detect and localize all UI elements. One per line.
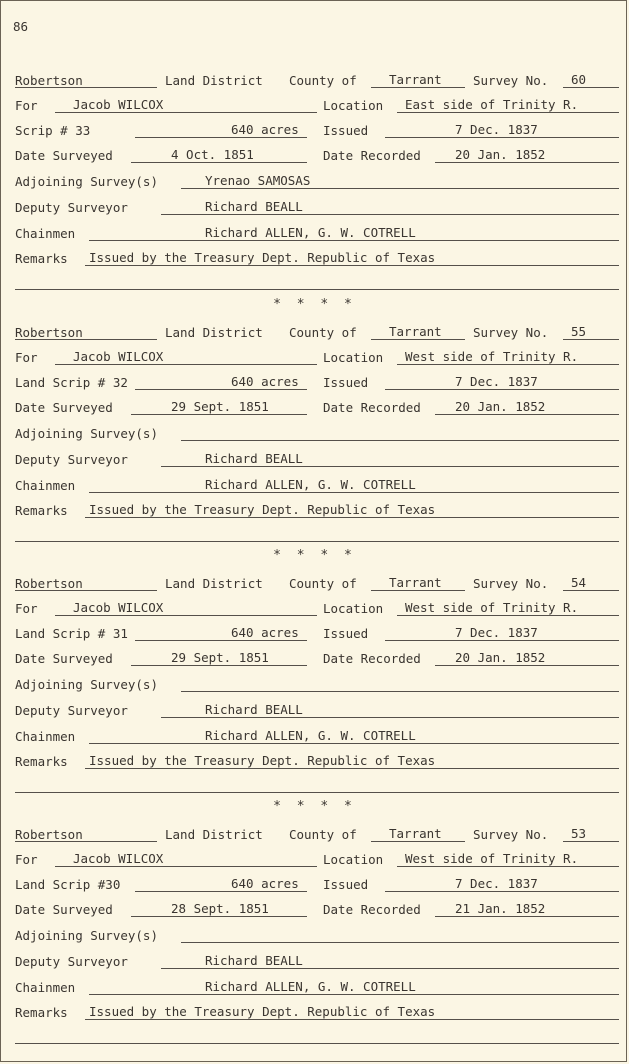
fill-line bbox=[55, 364, 317, 365]
fill-line bbox=[161, 968, 619, 969]
remarks-value: Issued by the Treasury Dept. Republic of Texas bbox=[89, 1004, 436, 1019]
date-recorded-label: Date Recorded bbox=[323, 902, 421, 917]
location-label: Location bbox=[323, 98, 384, 113]
fill-line bbox=[15, 339, 157, 340]
fill-line bbox=[161, 717, 619, 718]
record-row bbox=[15, 1003, 619, 1025]
fill-line bbox=[397, 615, 619, 616]
fill-line bbox=[181, 440, 619, 441]
scrip-label: Scrip # 33 bbox=[15, 123, 91, 138]
fill-line bbox=[181, 188, 619, 189]
fill-line bbox=[55, 112, 317, 113]
fill-line bbox=[89, 240, 619, 241]
remarks-label: Remarks bbox=[15, 503, 68, 518]
issued-label: Issued bbox=[323, 123, 369, 138]
chainmen-label: Chainmen bbox=[15, 478, 76, 493]
page-number: 86 bbox=[13, 19, 29, 34]
issued-label: Issued bbox=[323, 375, 369, 390]
fill-line bbox=[397, 866, 619, 867]
record-row bbox=[15, 398, 619, 420]
deputy-label: Deputy Surveyor bbox=[15, 452, 128, 467]
scrip-label: Land Scrip # 31 bbox=[15, 626, 128, 641]
district-name: Robertson bbox=[15, 73, 83, 88]
record-row bbox=[15, 373, 619, 395]
deputy-value: Richard BEALL bbox=[205, 199, 303, 214]
record-row bbox=[15, 952, 619, 974]
for-label: For bbox=[15, 98, 38, 113]
date-surveyed-label: Date Surveyed bbox=[15, 400, 113, 415]
issued-date: 7 Dec. 1837 bbox=[455, 374, 538, 389]
blank-line bbox=[15, 289, 619, 290]
fill-line bbox=[435, 665, 619, 666]
adjoining-label: Adjoining Survey(s) bbox=[15, 426, 158, 441]
survey-number: 60 bbox=[571, 72, 587, 87]
record-row bbox=[15, 752, 619, 774]
record-row bbox=[15, 198, 619, 220]
fill-line bbox=[131, 162, 307, 163]
date-recorded-value: 21 Jan. 1852 bbox=[455, 901, 546, 916]
issued-label: Issued bbox=[323, 626, 369, 641]
acres-value: 640 acres bbox=[231, 374, 299, 389]
date-surveyed-label: Date Surveyed bbox=[15, 148, 113, 163]
record-row bbox=[15, 649, 619, 671]
date-recorded-value: 20 Jan. 1852 bbox=[455, 650, 546, 665]
record-row bbox=[15, 701, 619, 723]
fill-line bbox=[563, 339, 619, 340]
acres-value: 640 acres bbox=[231, 122, 299, 137]
fill-line bbox=[385, 137, 619, 138]
record-row bbox=[15, 476, 619, 498]
survey-number: 55 bbox=[571, 324, 587, 339]
fill-line bbox=[161, 214, 619, 215]
fill-line bbox=[135, 640, 307, 641]
fill-line bbox=[131, 665, 307, 666]
blank-line bbox=[15, 541, 619, 542]
acres-value: 640 acres bbox=[231, 625, 299, 640]
adjoining-label: Adjoining Survey(s) bbox=[15, 928, 158, 943]
record-row bbox=[15, 348, 619, 370]
record-row bbox=[15, 875, 619, 897]
date-recorded-value: 20 Jan. 1852 bbox=[455, 147, 546, 162]
date-surveyed-label: Date Surveyed bbox=[15, 902, 113, 917]
fill-line bbox=[89, 994, 619, 995]
record-row bbox=[15, 71, 619, 93]
fill-line bbox=[161, 466, 619, 467]
remarks-value: Issued by the Treasury Dept. Republic of Texas bbox=[89, 502, 436, 517]
date-recorded-value: 20 Jan. 1852 bbox=[455, 399, 546, 414]
county-label: County of bbox=[289, 827, 357, 842]
blank-line bbox=[15, 792, 619, 793]
fill-line bbox=[15, 87, 157, 88]
fill-line bbox=[435, 414, 619, 415]
date-recorded-label: Date Recorded bbox=[323, 148, 421, 163]
chainmen-value: Richard ALLEN, G. W. COTRELL bbox=[205, 477, 416, 492]
fill-line bbox=[181, 942, 619, 943]
record-row bbox=[15, 926, 619, 948]
chainmen-value: Richard ALLEN, G. W. COTRELL bbox=[205, 225, 416, 240]
record-row bbox=[15, 900, 619, 922]
location-label: Location bbox=[323, 350, 384, 365]
record-row bbox=[15, 599, 619, 621]
fill-line bbox=[371, 841, 465, 842]
for-label: For bbox=[15, 852, 38, 867]
date-surveyed-value: 28 Sept. 1851 bbox=[171, 901, 269, 916]
record-row bbox=[15, 121, 619, 143]
fill-line bbox=[385, 389, 619, 390]
fill-line bbox=[435, 916, 619, 917]
scrip-label: Land Scrip #30 bbox=[15, 877, 121, 892]
deputy-label: Deputy Surveyor bbox=[15, 703, 128, 718]
survey-no-label: Survey No. bbox=[473, 827, 549, 842]
land-district-label: Land District bbox=[165, 325, 263, 340]
remarks-value: Issued by the Treasury Dept. Republic of Texas bbox=[89, 250, 436, 265]
fill-line bbox=[371, 339, 465, 340]
record-row bbox=[15, 825, 619, 847]
county-label: County of bbox=[289, 576, 357, 591]
remarks-label: Remarks bbox=[15, 1005, 68, 1020]
grantee-name: Jacob WILCOX bbox=[73, 97, 164, 112]
fill-line bbox=[371, 87, 465, 88]
survey-number: 54 bbox=[571, 575, 587, 590]
county-name: Tarrant bbox=[389, 575, 442, 590]
record-separator: * * * * bbox=[273, 297, 356, 312]
county-label: County of bbox=[289, 325, 357, 340]
deputy-label: Deputy Surveyor bbox=[15, 200, 128, 215]
record-row bbox=[15, 450, 619, 472]
survey-no-label: Survey No. bbox=[473, 325, 549, 340]
fill-line bbox=[397, 112, 619, 113]
district-name: Robertson bbox=[15, 827, 83, 842]
scrip-label: Land Scrip # 32 bbox=[15, 375, 128, 390]
deputy-label: Deputy Surveyor bbox=[15, 954, 128, 969]
fill-line bbox=[131, 916, 307, 917]
fill-line bbox=[135, 137, 307, 138]
chainmen-label: Chainmen bbox=[15, 226, 76, 241]
location-value: West side of Trinity R. bbox=[405, 349, 579, 364]
record-separator: * * * * bbox=[273, 548, 356, 563]
remarks-label: Remarks bbox=[15, 251, 68, 266]
record-row bbox=[15, 675, 619, 697]
land-district-label: Land District bbox=[165, 576, 263, 591]
location-value: East side of Trinity R. bbox=[405, 97, 579, 112]
fill-line bbox=[85, 517, 619, 518]
grantee-name: Jacob WILCOX bbox=[73, 851, 164, 866]
grantee-name: Jacob WILCOX bbox=[73, 600, 164, 615]
adjoining-value: Yrenao SAMOSAS bbox=[205, 173, 311, 188]
issued-date: 7 Dec. 1837 bbox=[455, 625, 538, 640]
fill-line bbox=[397, 364, 619, 365]
date-surveyed-label: Date Surveyed bbox=[15, 651, 113, 666]
county-name: Tarrant bbox=[389, 324, 442, 339]
fill-line bbox=[385, 891, 619, 892]
county-label: County of bbox=[289, 73, 357, 88]
record-row bbox=[15, 249, 619, 271]
remarks-label: Remarks bbox=[15, 754, 68, 769]
fill-line bbox=[563, 841, 619, 842]
grantee-name: Jacob WILCOX bbox=[73, 349, 164, 364]
deputy-value: Richard BEALL bbox=[205, 953, 303, 968]
record-row bbox=[15, 172, 619, 194]
record-row bbox=[15, 727, 619, 749]
deputy-value: Richard BEALL bbox=[205, 451, 303, 466]
date-surveyed-value: 29 Sept. 1851 bbox=[171, 399, 269, 414]
survey-number: 53 bbox=[571, 826, 587, 841]
fill-line bbox=[131, 414, 307, 415]
date-surveyed-value: 4 Oct. 1851 bbox=[171, 147, 254, 162]
fill-line bbox=[55, 866, 317, 867]
remarks-value: Issued by the Treasury Dept. Republic of Texas bbox=[89, 753, 436, 768]
land-district-label: Land District bbox=[165, 827, 263, 842]
fill-line bbox=[371, 590, 465, 591]
record-row bbox=[15, 224, 619, 246]
chainmen-value: Richard ALLEN, G. W. COTRELL bbox=[205, 979, 416, 994]
for-label: For bbox=[15, 350, 38, 365]
district-name: Robertson bbox=[15, 325, 83, 340]
chainmen-label: Chainmen bbox=[15, 729, 76, 744]
survey-no-label: Survey No. bbox=[473, 576, 549, 591]
location-label: Location bbox=[323, 601, 384, 616]
fill-line bbox=[135, 891, 307, 892]
date-recorded-label: Date Recorded bbox=[323, 400, 421, 415]
fill-line bbox=[385, 640, 619, 641]
blank-line bbox=[15, 1043, 619, 1044]
issued-label: Issued bbox=[323, 877, 369, 892]
record-separator: * * * * bbox=[273, 799, 356, 814]
date-recorded-label: Date Recorded bbox=[323, 651, 421, 666]
fill-line bbox=[89, 492, 619, 493]
record-row bbox=[15, 424, 619, 446]
fill-line bbox=[89, 743, 619, 744]
fill-line bbox=[135, 389, 307, 390]
location-label: Location bbox=[323, 852, 384, 867]
record-row bbox=[15, 501, 619, 523]
record-row bbox=[15, 624, 619, 646]
record-row bbox=[15, 96, 619, 118]
location-value: West side of Trinity R. bbox=[405, 600, 579, 615]
record-row bbox=[15, 146, 619, 168]
fill-line bbox=[15, 841, 157, 842]
for-label: For bbox=[15, 601, 38, 616]
adjoining-label: Adjoining Survey(s) bbox=[15, 174, 158, 189]
fill-line bbox=[181, 691, 619, 692]
fill-line bbox=[55, 615, 317, 616]
record-row bbox=[15, 574, 619, 596]
fill-line bbox=[435, 162, 619, 163]
fill-line bbox=[85, 1019, 619, 1020]
fill-line bbox=[563, 87, 619, 88]
fill-line bbox=[85, 265, 619, 266]
fill-line bbox=[15, 590, 157, 591]
date-surveyed-value: 29 Sept. 1851 bbox=[171, 650, 269, 665]
county-name: Tarrant bbox=[389, 72, 442, 87]
land-district-label: Land District bbox=[165, 73, 263, 88]
acres-value: 640 acres bbox=[231, 876, 299, 891]
deputy-value: Richard BEALL bbox=[205, 702, 303, 717]
fill-line bbox=[563, 590, 619, 591]
chainmen-label: Chainmen bbox=[15, 980, 76, 995]
record-row bbox=[15, 323, 619, 345]
chainmen-value: Richard ALLEN, G. W. COTRELL bbox=[205, 728, 416, 743]
survey-no-label: Survey No. bbox=[473, 73, 549, 88]
issued-date: 7 Dec. 1837 bbox=[455, 876, 538, 891]
location-value: West side of Trinity R. bbox=[405, 851, 579, 866]
county-name: Tarrant bbox=[389, 826, 442, 841]
district-name: Robertson bbox=[15, 576, 83, 591]
adjoining-label: Adjoining Survey(s) bbox=[15, 677, 158, 692]
fill-line bbox=[85, 768, 619, 769]
issued-date: 7 Dec. 1837 bbox=[455, 122, 538, 137]
record-row bbox=[15, 978, 619, 1000]
record-row bbox=[15, 850, 619, 872]
